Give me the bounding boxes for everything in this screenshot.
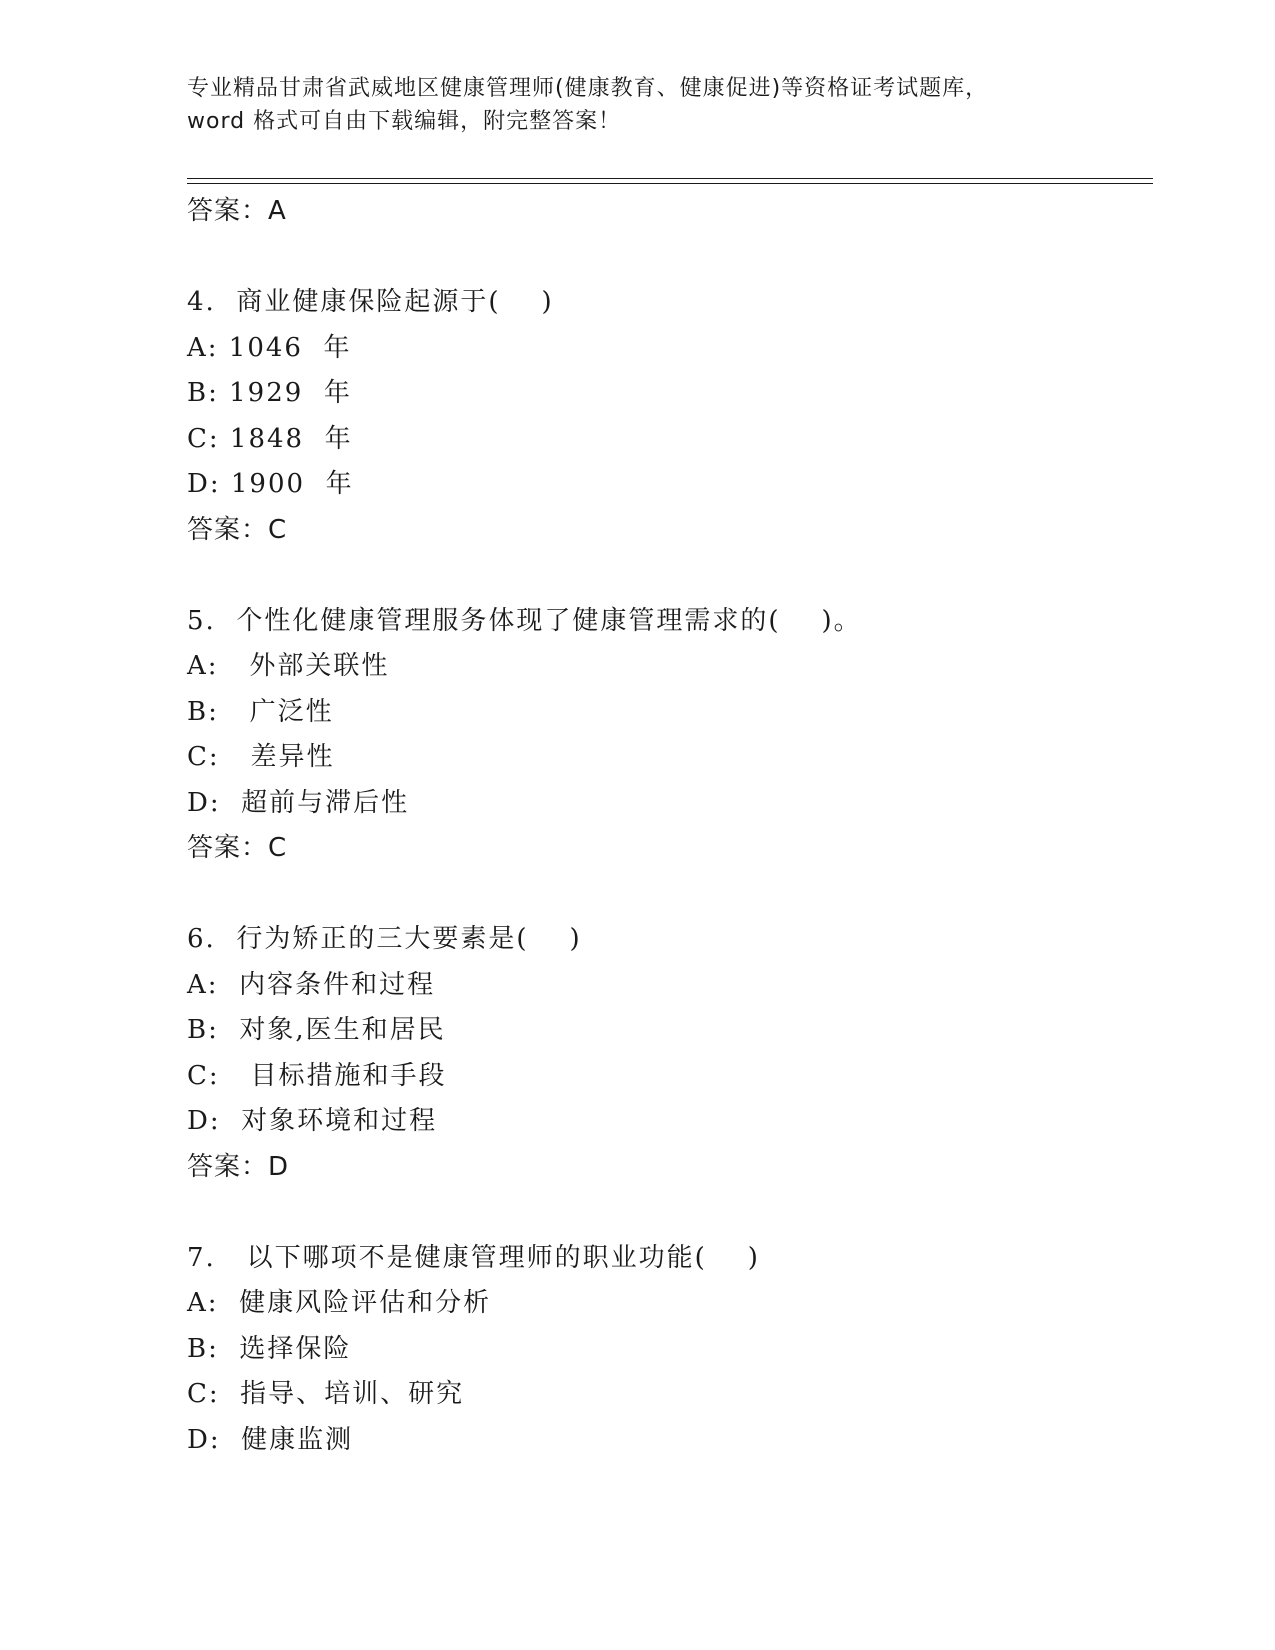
answer-line: 答案：D: [187, 1151, 290, 1182]
spacer: [187, 1190, 1147, 1236]
answer-line: 答案：C: [187, 833, 288, 863]
answer-line: 答案：A: [187, 196, 287, 226]
question-7: [187, 1236, 1147, 1464]
question-5: [187, 599, 1147, 872]
option-b: B: 广泛性: [187, 696, 334, 727]
question-6: [187, 917, 1147, 1190]
option-a: A: 健康风险评估和分析: [187, 1288, 492, 1318]
question-stem: 7. 以下哪项不是健康管理师的职业功能( ): [187, 1242, 760, 1273]
spacer: [187, 872, 1147, 918]
option-d: D: 对象环境和过程: [187, 1106, 438, 1136]
question-stem: 5. 个性化健康管理服务体现了健康管理需求的( )。: [187, 605, 862, 636]
option-b: B: 1929 年: [187, 378, 352, 408]
option-a: A: 1046 年: [187, 332, 352, 363]
question-list: [187, 189, 1147, 1463]
document-header: [187, 72, 1147, 138]
option-d: D: 超前与滞后性: [187, 787, 410, 818]
header-line-1: 专业精品甘肃省武威地区健康管理师(健康教育、健康促进)等资格证考试题库，: [187, 76, 989, 101]
option-c: C: 目标措施和手段: [187, 1060, 447, 1091]
question-stem: 4. 商业健康保险起源于( ): [187, 287, 554, 317]
answer-line: 答案：C: [187, 514, 288, 545]
spacer: [187, 553, 1147, 599]
option-a: A: 内容条件和过程: [187, 969, 436, 1000]
option-d: D: 健康监测: [187, 1424, 354, 1455]
option-c: C: 1848 年: [187, 423, 353, 454]
option-d: D: 1900 年: [187, 469, 354, 499]
header-rule-top: [187, 178, 1153, 179]
option-a: A: 外部关联性: [187, 651, 390, 681]
option-b: B: 选择保险: [187, 1333, 352, 1364]
header-rule-bottom: [187, 183, 1153, 184]
question-4: [187, 280, 1147, 553]
option-b: B: 对象,医生和居民: [187, 1015, 446, 1045]
option-c: C: 差异性: [187, 742, 335, 772]
question-stem: 6. 行为矫正的三大要素是( ): [187, 924, 582, 954]
header-line-2: word 格式可自由下载编辑，附完整答案！: [187, 109, 622, 134]
spacer: [187, 235, 1147, 281]
option-c: C: 指导、培训、研究: [187, 1379, 465, 1409]
